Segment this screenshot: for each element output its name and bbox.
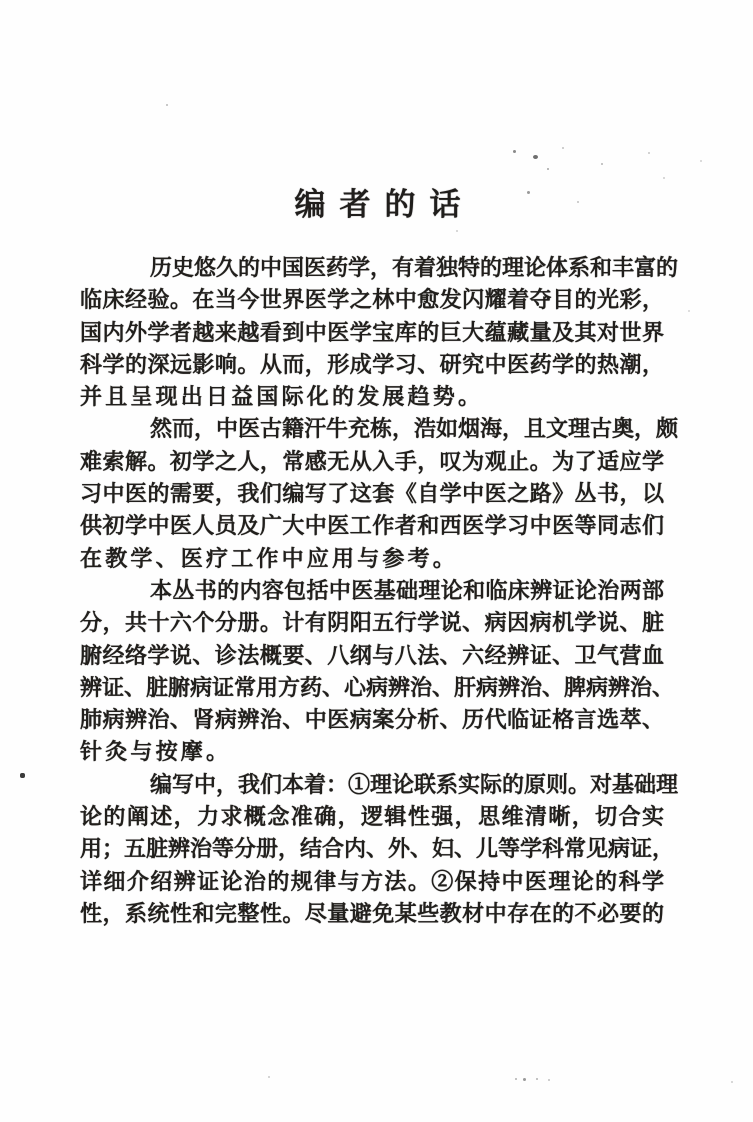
scan-speckle (166, 104, 168, 106)
text-line: 然而，中医古籍汗牛充栋，浩如烟海，且文理古奥，颇 (150, 416, 679, 442)
scan-speckle (527, 191, 530, 194)
text-line: 在教学、医疗工作中应用与参考。 (80, 545, 459, 571)
scan-speckle (700, 160, 702, 162)
text-line: 用；五脏辨治等分册，结合内、外、妇、儿等学科常见病证， (80, 836, 675, 862)
scan-speckle (536, 1078, 538, 1080)
text-line: 分，共十六个分册。计有阴阳五行学说、病因病机学说、脏 (80, 610, 664, 636)
scan-speckle (601, 163, 603, 165)
text-line: 性，系统性和完整性。尽量避免某些教材中存在的不必要的 (80, 900, 664, 926)
text-line: 习中医的需要，我们编写了这套《自学中医之路》丛书，以 (80, 481, 664, 507)
scan-speckle (548, 1079, 550, 1081)
scan-speckle (562, 147, 564, 149)
ink-dot (20, 773, 25, 778)
text-line: 本丛书的内容包括中医基础理论和临床辨证论治两部 (150, 577, 664, 603)
scan-speckle (515, 1078, 517, 1080)
scan-speckle (688, 310, 690, 312)
text-line: 详细介绍辨证论治的规律与方法。②保持中医理论的科学 (80, 868, 664, 894)
scan-speckle (513, 150, 516, 153)
text-line: 临床经验。在当今世界医学之林中愈发闪耀着夺目的光彩， (80, 287, 664, 313)
text-line: 针灸与按摩。 (80, 739, 232, 765)
body-text (80, 252, 679, 930)
text-line: 供初学中医人员及广大中医工作者和西医学习中医等同志们 (80, 513, 664, 539)
page-title: 编者的话 (294, 187, 475, 222)
text-line: 肺病辨治、肾病辨治、中医病案分析、历代临证格言选萃、 (80, 707, 664, 733)
text-line: 难索解。初学之人，常感无从入手，叹为观止。为了适应学 (80, 448, 664, 474)
scan-speckle (456, 230, 458, 232)
scan-speckle (523, 1078, 526, 1081)
scan-speckle (731, 1081, 733, 1083)
scan-speckle (577, 201, 579, 203)
scan-speckle (268, 1076, 270, 1078)
text-line: 辨证、脏腑病证常用方药、心病辨治、肝病辨治、脾病辨治、 (80, 674, 675, 700)
text-line: 国内外学者越来越看到中医学宝库的巨大蕴藏量及其对世界 (80, 319, 664, 345)
scan-speckle (648, 152, 650, 154)
text-line: 历史悠久的中国医药学，有着独特的理论体系和丰富的 (150, 255, 679, 280)
scan-speckle (663, 177, 665, 179)
scan-speckle (547, 168, 549, 170)
text-line: 编写中，我们本着：①理论联系实际的原则。对基础理 (150, 771, 679, 797)
text-line: 论的阐述，力求概念准确，逻辑性强，思维清晰，切合实 (80, 804, 664, 830)
scan-speckle (533, 155, 538, 159)
text-line: 科学的深远影响。从而，形成学习、研究中医药学的热潮， (80, 351, 664, 377)
text-line: 并且呈现出日益国际化的发展趋势。 (80, 384, 484, 410)
text-line: 腑经络学说、诊法概要、八纲与八法、六经辨证、卫气营血 (80, 642, 664, 668)
